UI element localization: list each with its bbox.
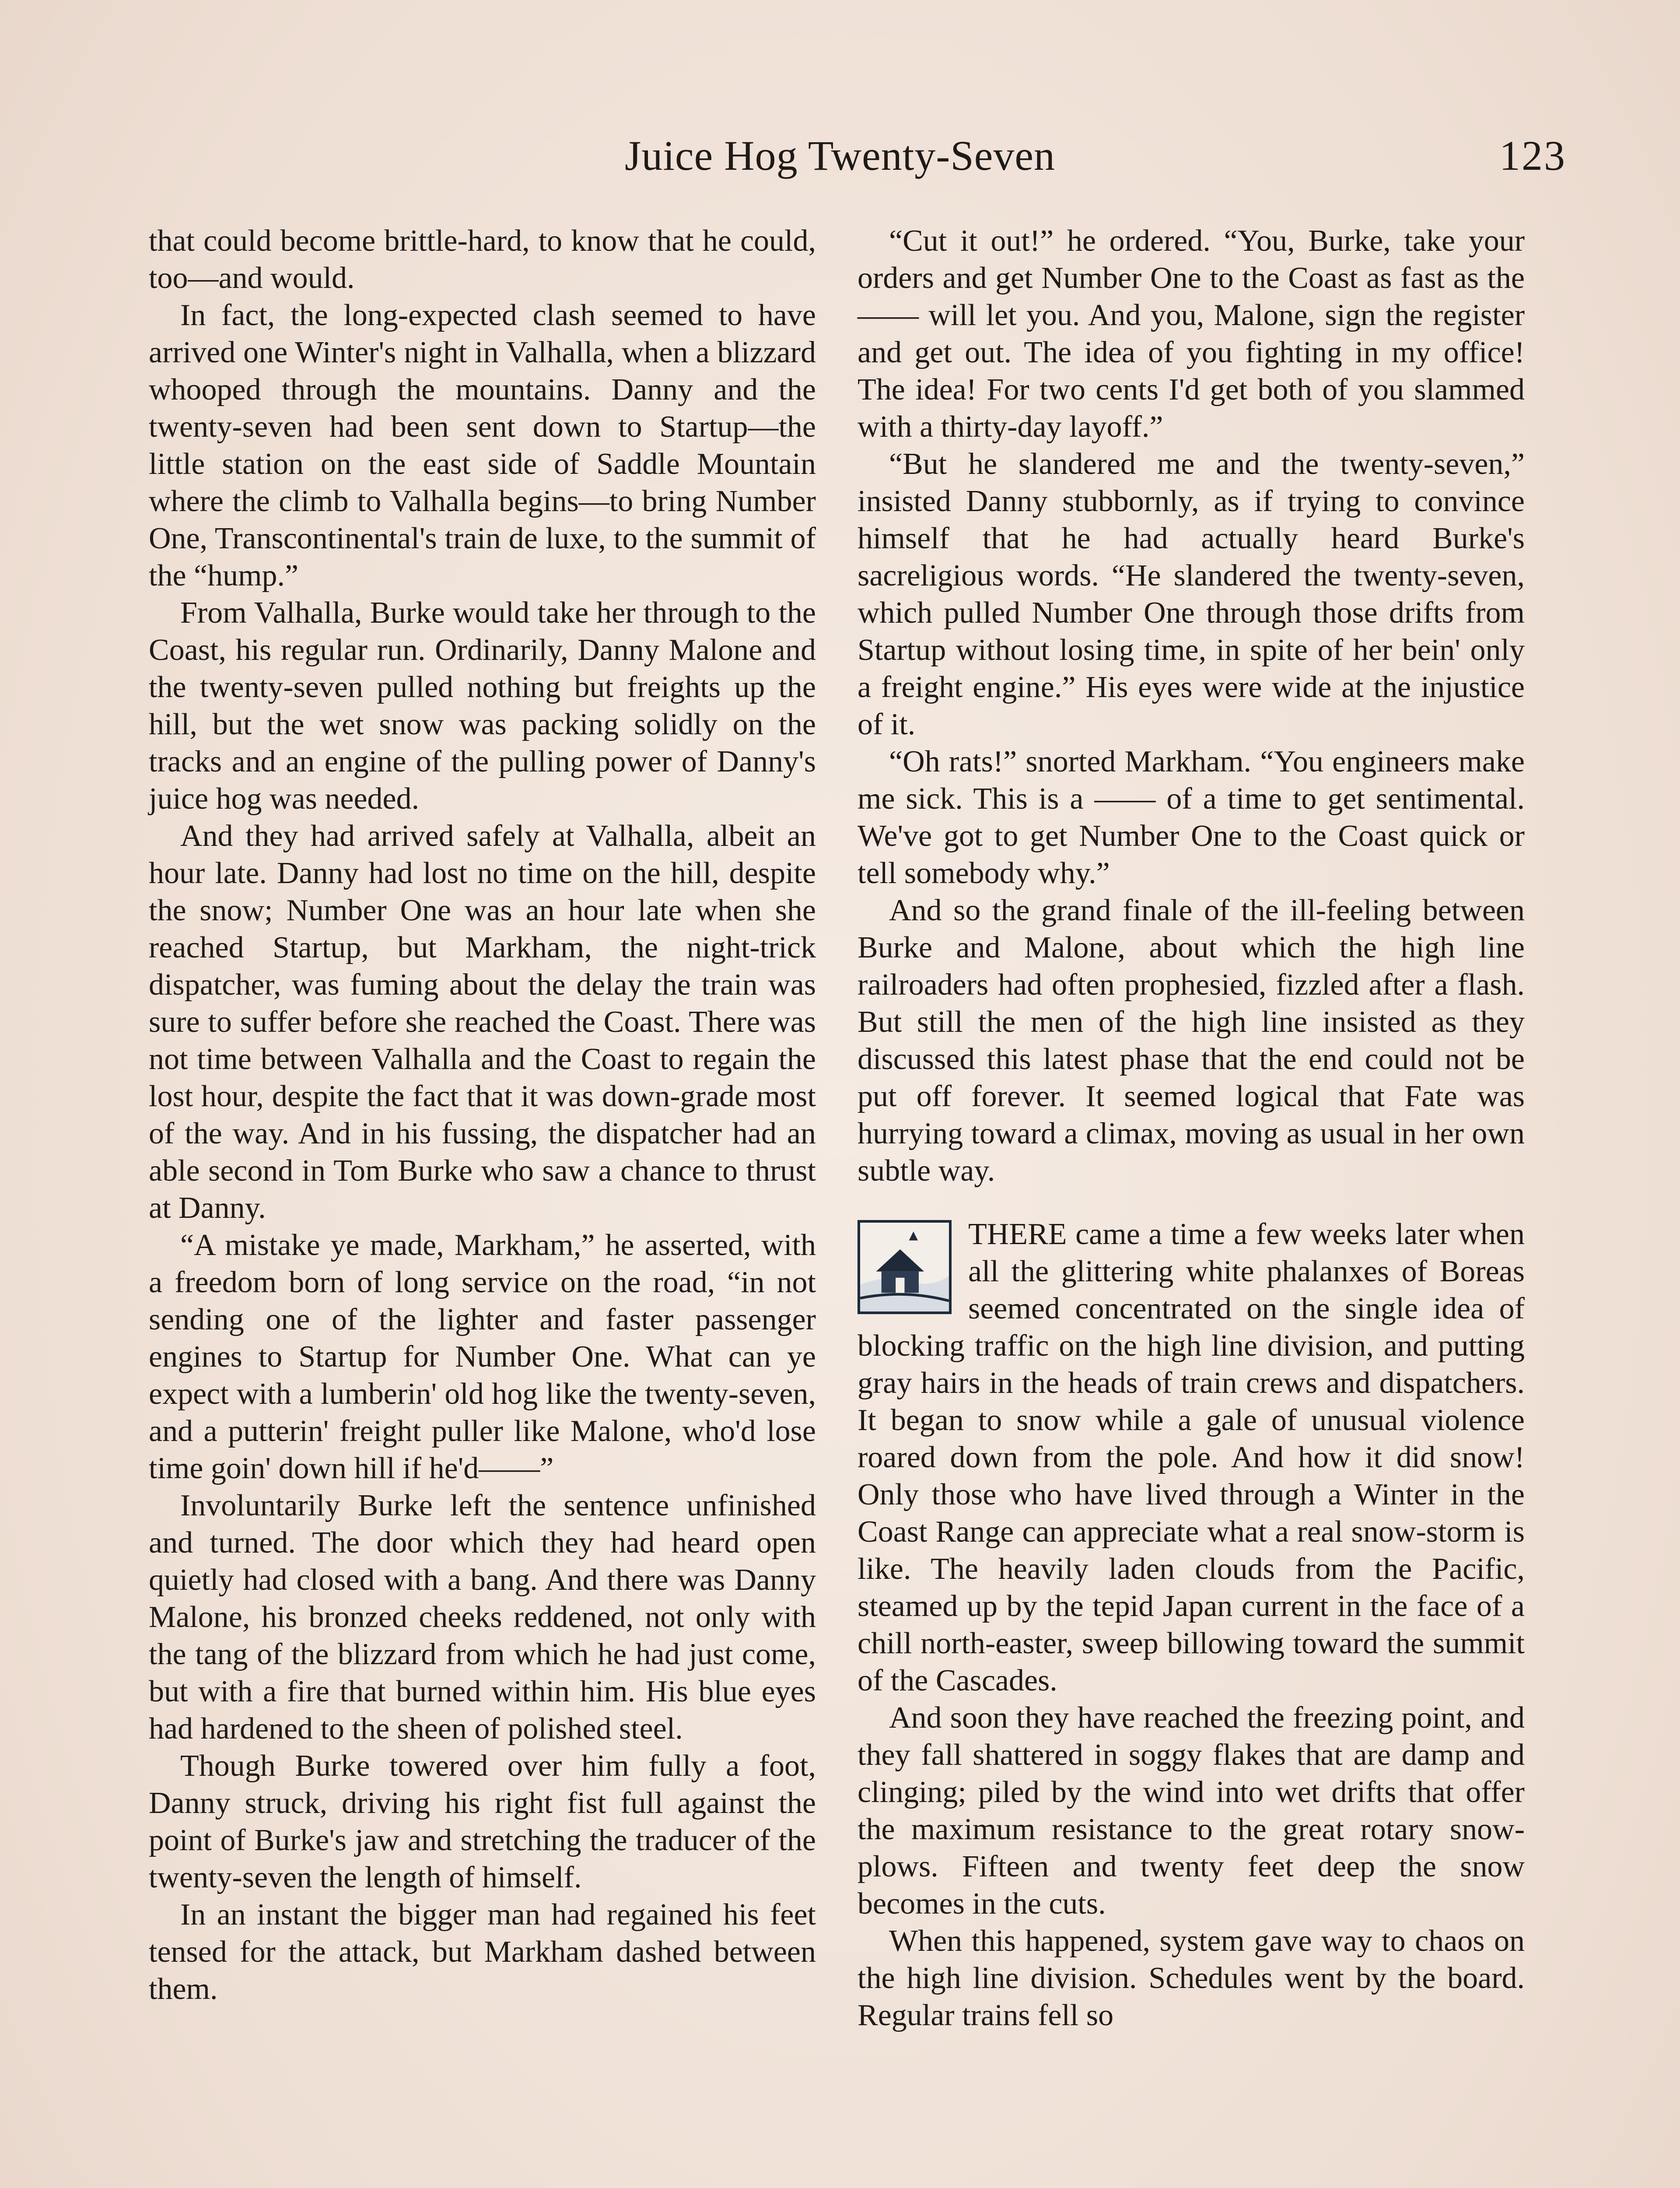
page-number: 123 (1499, 132, 1566, 179)
page-title: Juice Hog Twenty-Seven (625, 132, 1055, 179)
paragraph: And they had arrived safely at Valhalla, albeit an hour late. Danny had lost no time on the hill, despite the snow; Number One was an hour late when she reached Startup, but Markham, the night-trick dispatcher, was fuming about the delay the train was sure to suffer before she reached the Coast. There was not time between Valhalla and the Coast to regain the lost hour, despite the fact that it was down-grade most of the way. And in his fussing, the dispatcher had an able second in Tom Burke who saw a chance to thrust at Danny. (149, 819, 816, 1225)
paragraph: “A mistake ye made, Markham,” he asserted, with a freedom born of long service on the road, “in not sending one of the lighter and faster passenger engines to Startup for Number One. What can ye expect with a lumberin' old hog like the twenty-seven, and a putterin' freight puller like Malone, who'd lose time goin' down hill if he'd——” (149, 1228, 816, 1485)
paragraph: Involuntarily Burke left the sentence unfinished and turned. The door which they had heard open quietly had closed with a bang. And there was Danny Malone, his bronzed cheeks reddened, not only with the tang of the blizzard from which he had just come, but with a fire that burned within him. His blue eyes had hardened to the sheen of polished steel. (149, 1489, 816, 1746)
paragraph: From Valhalla, Burke would take her through to the Coast, his regular run. Ordinarily, Danny Malone and the twenty-seven pulled nothing but freights up the hill, but the wet snow was packing solidly on the tracks and an engine of the pulling power of Danny's juice hog was needed. (149, 596, 816, 816)
right-column (858, 222, 1525, 2034)
paragraph: “Oh rats!” snorted Markham. “You engineers make me sick. This is a —— of a time to get sentimental. We've got to get Number One to the Coast quick or tell somebody why.” (858, 745, 1525, 890)
paragraph: THERE came a time a few weeks later when all the glittering white phalanxes of Boreas seemed concentrated on the single idea of blocking traffic on the high line division, and putting gray hairs in the heads of train crews and dispatchers. It began to snow while a gale of unusual violence roared down from the pole. And how it did snow! Only those who have lived through a Winter in the Coast Range can appreciate what a real snow-storm is like. The heavily laden clouds from the Pacific, steamed up by the tepid Japan current in the face of a chill north-easter, sweep billowing toward the summit of the Cascades. (858, 1217, 1525, 1697)
paragraph: In an instant the bigger man had regained his feet tensed for the attack, but Markham dashed between them. (149, 1898, 816, 2006)
paragraph: “Cut it out!” he ordered. “You, Burke, take your orders and get Number One to the Coast as fast as the —— will let you. And you, Malone, sign the register and get out. The idea of you fighting in my office! The idea! For two cents I'd get both of you slammed with a thirty-day layoff.” (858, 224, 1525, 444)
paragraph: When this happened, system gave way to chaos on the high line division. Schedules went by the board. Regular trains fell so (858, 1924, 1525, 2032)
paragraph: that could become brittle-hard, to know that he could, too—and would. (149, 224, 816, 295)
paragraph: “But he slandered me and the twenty-seven,” insisted Danny stubbornly, as if trying to convince himself that he had actually heard Burke's sacreligious words. “He slandered the twenty-seven, which pulled Number One through those drifts from Startup without losing time, in spite of her bein' only a freight engine.” His eyes were wide at the injustice of it. (858, 447, 1525, 741)
paragraph: And soon they have reached the freezing point, and they fall shattered in soggy flakes that are damp and clinging; piled by the wind into wet drifts that offer the maximum resistance to the great rotary snow-plows. Fifteen and twenty feet deep the snow becomes in the cuts. (858, 1701, 1525, 1921)
section-break (858, 1189, 1525, 1216)
paragraph: And so the grand finale of the ill-feeling between Burke and Malone, about which the high line railroaders had often prophesied, fizzled after a flash. But still the men of the high line insisted as they discussed this latest phase that the end could not be put off forever. It seemed logical that Fate was hurrying toward a climax, moving as usual in her own subtle way. (858, 894, 1525, 1188)
paragraph: In fact, the long-expected clash seemed to have arrived one Winter's night in Valhalla, when a blizzard whooped through the mountains. Danny and the twenty-seven had been sent down to Startup—the little station on the east side of Saddle Mountain where the climb to Valhalla begins—to bring Number One, Transcontinental's train de luxe, to the summit of the “hump.” (149, 298, 816, 593)
running-header (0, 131, 1680, 184)
left-column (149, 222, 816, 2008)
snowy-cabin-icon (858, 1220, 952, 1314)
paragraph: Though Burke towered over him fully a foot, Danny struck, driving his right fist full against the point of Burke's jaw and stretching the traducer of the twenty-seven the length of himself. (149, 1749, 816, 1894)
